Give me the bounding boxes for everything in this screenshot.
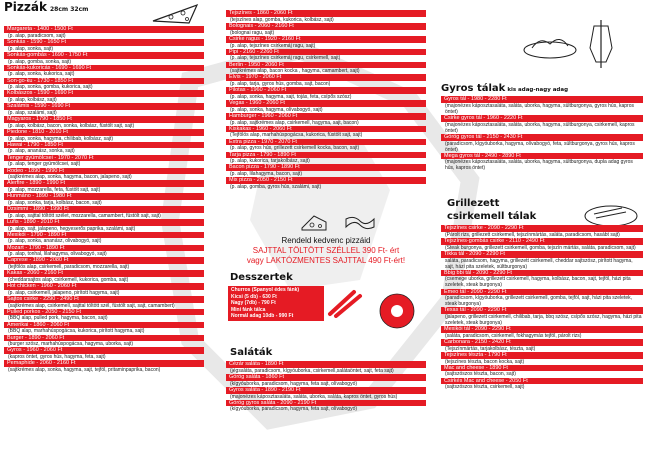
- menu-item-name: Gyros tál - 1980 - 2280 Ft: [441, 96, 643, 103]
- menu-item-name: Margareta - 1400 - 1500 Ft: [4, 26, 204, 33]
- menu-item-desc: (kígyóuborka, paradicsom, hagyma, feta sajt, olívabogyó): [230, 406, 358, 413]
- bacon-icon: [344, 213, 376, 233]
- menu-item-name: Rodeo - 1890 - 1990 Ft: [4, 168, 204, 175]
- menu-item-name: Hot chicken - 1960 - 2060 Ft: [4, 283, 204, 290]
- menu-item-name: Mozart - 1790 - 1890 Ft: [4, 245, 204, 252]
- pizza-section-title: [4, 0, 88, 14]
- menu-item-name: Texas tál - 2090 - 2290 Ft: [441, 307, 643, 314]
- pizza-slice-icon: [149, 1, 201, 25]
- menu-item-desc: (paradicsom, kígyóuborka, hagyma, olívabogyó, feta, sültburgonya, gyros hús, kapros öntet): [445, 140, 635, 153]
- menu-item-name: Hawai - 1790 - 1850 Ft: [4, 142, 204, 149]
- menu-item-desc: (Steak burgonya, grillezett csirkemell, gomba, tejszín mártás, saláta, paradicsom, sajt): [445, 244, 636, 251]
- salads-list: [226, 361, 426, 412]
- menu-item-desc: (p. alap, sonka, ananász, olivabogyó, sajt): [8, 238, 102, 245]
- menu-item-desc: (majonézes káposztasaláta, saláta, uborka, saláta, kapros öntet, gyros hús): [230, 393, 398, 400]
- menu-item-desc: (p. alap, tarja, gyros hús, gomba, sajt, bacon): [230, 81, 331, 88]
- pizza2-list: [226, 10, 426, 190]
- menu-item-name: Tenger gyümölcsei - 1970 - 2070 Ft: [4, 155, 204, 162]
- menu-item-desc: (Tejfölös alap, marhahúspogácsa, kukorica, füstölt sajt, sajt): [230, 132, 363, 139]
- menu-item-desc: (kapros öntet, gyros hús, hagyma, feta, sajt): [8, 353, 106, 360]
- menu-item-name: Tejszínes csirke - 2090 - 2290 Ft: [441, 225, 643, 232]
- menu-item-name: Pulled porkos - 2050 - 2150 Ft: [4, 309, 204, 316]
- grill-section-title: [447, 197, 536, 223]
- menu-item-desc: (tejszínes tészta, bacon kocka, sajt): [445, 358, 525, 365]
- menu-item-desc: (sajtkrémes alap, bacon kocka , hagyma, camambert, sajt): [230, 68, 360, 75]
- menu-item-name: Tarja pizza - 1790 - 1890 Ft: [226, 152, 426, 159]
- grill-list: [441, 225, 643, 390]
- menu-item-name: Dzsimmi - 1890 - 1990 Ft: [4, 206, 204, 213]
- menu-item-name: Alerfire - 1890 - 1990 Ft: [4, 180, 204, 187]
- menu-item-desc: (Párolt rizs, grillezett csirkemell, tejszínmártás, saláta, paradicsom, hasábt sajt): [445, 231, 620, 238]
- menu-item-name: Tejszínes - 1860 - 2060 Ft: [226, 10, 426, 17]
- menu-item-name: Mexikói tál - 2090 - 2290 Ft: [441, 326, 643, 333]
- menu-item-name: Hunmáno - 1890 - 1980 Ft: [4, 193, 204, 200]
- menu-item-name: Mac and cheese - 1890 Ft: [441, 365, 643, 372]
- menu-item-name: Görög gyros tál - 2150 - 2430 Ft: [441, 134, 643, 141]
- menu-item-desc: (p. alap, tejszínes csirkemáj ragu, csirkemell, sajt): [230, 55, 341, 62]
- menu-item-name: Emeo tál - 2090 - 2290 Ft: [441, 289, 643, 296]
- menu-item-desc: (jégsaláta, paradicsom, kígyóuborka, csirkemell,salátaöntet, sajt, feta sajt): [230, 367, 394, 374]
- menu-item-name: Tejszínes-gombás csirke - 2110 - 2490 Ft: [441, 238, 643, 245]
- menu-item-desc: (bolognai ragu, sajt): [230, 29, 275, 36]
- menu-item-desc: (p. alap, kolbász, bacon, sonka, kolbász, füstölt sajt, sajt): [8, 122, 135, 129]
- salads-title: Saláták: [230, 347, 273, 358]
- menu-item-desc: (p. alap, sonka, gomba, kukorica, sajt): [8, 84, 93, 91]
- menu-item-name: Amerikai - 1860 - 2060 Ft: [4, 322, 204, 329]
- menu-item-desc: (p. alap, sonka, hagyma, olívabogyó, sajt): [230, 106, 323, 113]
- menu-item-desc: (p. alap, szalámi, sajt): [8, 109, 57, 116]
- menu-item-desc: (p. alap, sonka, hagyma, sajt, tojás, feta, csípős szósz): [230, 93, 352, 100]
- menu-item-desc: (p. alap, gomba, sonka, sajt): [8, 58, 72, 65]
- menu-item-name: Extra pizza - 1970 - 2070 Ft: [226, 139, 426, 146]
- dessert-item: Kicsi (5 db) - 630 Ft: [231, 293, 277, 300]
- menu-item-desc: (p. alap, gyros hús, grillezett csirkemell kocka, bacon, sajt): [230, 145, 360, 152]
- dessert-item: Normál adag 10db - 990 Ft: [231, 313, 294, 319]
- menu-item-desc: (p. alap, sonka, tarja, kolbász, bacon, sajt): [8, 199, 102, 206]
- menu-item-desc: (p. alap, sonka, hagyma, chilibab, kolbász, sajt): [8, 135, 114, 142]
- menu-item-name: Bolognais - 2060 - 2160 Ft: [226, 23, 426, 30]
- menu-item-name: Vegas - 1960 - 2060 Ft: [226, 100, 426, 107]
- menu-item-name: Görög gyros saláta - 2090 - 2190 Ft: [226, 400, 426, 407]
- menu-item-name: Cézár saláta - 1890 Ft: [226, 361, 426, 368]
- menu-item-desc: (p. alap, kukorica, tarjakolbász, sajt): [230, 158, 310, 165]
- pizza-sizes: 28cm 32cm: [49, 6, 89, 13]
- menu-item-desc: (Tejszínmártás, tarjakolbász, tészta, sajt): [445, 345, 536, 352]
- menu-item-name: Görög saláta - 1860 Ft: [226, 374, 426, 381]
- menu-item-desc: (kígyóuborka, paradicsom, hagyma, feta sajt, olívabogyó): [230, 380, 358, 387]
- menu-item-name: Sonkás - 1590 - 1650 Ft: [4, 39, 204, 46]
- menu-item-desc: (BBQ alap, marhahúspogácsa, kukorica, pirított hagyma, sajt): [8, 328, 145, 335]
- menu-item-desc: (sajtszószos tészta, csirkemell, sajt): [445, 384, 525, 391]
- menu-item-desc: (saláta, paradicsom, csirkemell, fokhagymás tejföl, párolt rizs): [445, 332, 582, 339]
- menu-item-desc: (sajtkrémes alap, sonka, hagyma, bacon, jalapeno, sajt): [8, 174, 132, 181]
- menu-item-desc: (majonézes káposztasaláta, saláta, uborka, hagyma, sültburgonya, dupla adag gyros hús, kapros öntet): [445, 159, 633, 172]
- menu-item-name: Kiskakas - 1960 - 2060 Ft: [226, 126, 426, 133]
- menu-item-name: Lufis - 1890 - 2010 Ft: [4, 219, 204, 226]
- menu-item-desc: (p. alap, sajt, jalapeno, hegyeserős paprika, szalámi, sajt): [8, 225, 136, 232]
- donut-icon: [376, 290, 418, 332]
- pizza-list: [4, 26, 204, 373]
- menu-item-name: Pilotas - 1960 - 2060 Ft: [226, 87, 426, 94]
- menu-item-desc: (p. alap, tejszínes csirkemáj ragu, sajt): [230, 42, 316, 49]
- gyros-plate-icon: [520, 30, 580, 60]
- menu-item-name: Elvis - 1970 - 2060 Ft: [226, 74, 426, 81]
- menu-item-name: Caprese - 1890 - 2080 Ft: [4, 257, 204, 264]
- menu-item-name: Bacon pizza - 1790 - 1890 Ft: [226, 164, 426, 171]
- pizza-title: Pizzák: [4, 0, 47, 14]
- promo-banner: [226, 236, 426, 266]
- menu-item-desc: (sajtszószos tészta, bacon, sajt): [445, 371, 516, 378]
- churros-icon: [326, 288, 366, 318]
- gyros-subtitle: kis adag-nagy adag: [507, 87, 568, 93]
- menu-item-name: Mexikói - 1790 - 1890 Ft: [4, 232, 204, 239]
- desserts-box: [228, 286, 324, 321]
- menu-item-desc: (sajtkrémes alap, sonka, hagyma, sajt, tejföl, pritaminpaprika, bacon): [8, 366, 161, 373]
- menu-item-desc: (burger szósz, marhahúspogácsa, hagyma, uborka, sajt): [8, 341, 134, 348]
- grilled-chicken-plate-icon: [582, 198, 640, 228]
- menu-item-desc: (p. alap, tonhal, lilahagyma, olivabogyó, sajt): [8, 251, 107, 258]
- menu-item-name: Bbig bbi tál - 2090 - 2290 Ft: [441, 270, 643, 277]
- menu-item-name: Mega gyros tál - 2490 - 2890 Ft: [441, 153, 643, 160]
- menu-item-desc: (tejszínes alap, gomba, kukorica, kolbász, sajt): [230, 16, 334, 23]
- menu-item-name: Pipi - 2160 - 2260 Ft: [226, 49, 426, 56]
- menu-item-name: Gyros saláta - 1890 - 2190 Ft: [226, 387, 426, 394]
- menu-item-desc: (p. alap, lilahagyma, bacon, sajt): [230, 170, 302, 177]
- menu-item-desc: (p. alap, sajtkrémes alap, csirkemell, hagyma, sajt, bacon): [230, 119, 359, 126]
- promo-line1: Rendeld kedvenc pizzáid: [281, 236, 371, 245]
- menu-item-desc: (p. alap, paradicsom, sajt): [8, 32, 66, 39]
- menu-item-name: Hamburger - 1960 - 2060 Ft: [226, 113, 426, 120]
- gyros-title: Gyros tálak: [441, 83, 506, 94]
- menu-item-name: Berlin - 1950 - 2060 Ft: [226, 62, 426, 69]
- menu-item-name: Mix pizza - 2050 - 2150 Ft: [226, 177, 426, 184]
- menu-item-name: Son-go-ku - 1730 - 1850 Ft: [4, 78, 204, 85]
- grill-title-line1: Grillezett: [447, 198, 500, 209]
- dessert-item: Churros (Spanyol édes fánk): [231, 287, 300, 293]
- menu-item-name: Tikka tál - 2090 - 2290 Ft: [441, 251, 643, 258]
- gyros-list: [441, 96, 643, 171]
- menu-item-desc: (p. alap, tenger gyümölcsei, sajt): [8, 161, 81, 168]
- menu-item-name: Sonkás-kukoricás - 1690 - 1690 Ft: [4, 65, 204, 72]
- desserts-title: Desszertek: [230, 272, 293, 283]
- menu-item-desc: (p. alap, kolbász, sajt): [8, 97, 57, 104]
- menu-item-desc: (majonézes káposztasaláta, saláta, uborka, hagyma, sültburgonya, csirkemell, kapros öntet): [445, 121, 635, 134]
- menu-item-name: Carbonara - 2150 - 2420 Ft: [441, 339, 643, 346]
- menu-item-desc: (p. alap, csirkemell, jalapeno, pirított hagyma, sajt): [8, 289, 120, 296]
- menu-item-desc: (cheddarsajtos alap, csirkemell, kukorica, gomba, sajt): [8, 276, 129, 283]
- menu-item-name: Kolbászos - 1590 - 1690 Ft: [4, 90, 204, 97]
- menu-item-desc: (p. alap, sonka, kukorica, sajt): [8, 71, 75, 78]
- menu-item-desc: (majonézes káposztasaláta, saláta, uborka, hagyma, sültburgonya, gyros hús, kapros öntet): [445, 102, 634, 115]
- menu-item-name: Csirke gyros tál - 1960 - 2220 Ft: [441, 115, 643, 122]
- menu-item-name: Pemaphide - 2060 - 2160 Ft: [4, 360, 204, 367]
- menu-item-name: Szalámis - 1590 - 1690 Ft: [4, 103, 204, 110]
- dessert-item: Mini fánk tálca: [231, 306, 266, 313]
- promo-line3: vagy LAKTÓZMENTES SAJTTAL 490 Ft-ért!: [246, 256, 406, 265]
- cheese-icon: [300, 212, 328, 232]
- promo-line2: SAJTTAL TÖLTÖTT SZÉLLEL 390 Ft- ért: [252, 246, 400, 255]
- menu-item-name: Sajtos csirke - 2290 - 2490 Ft: [4, 296, 204, 303]
- menu-item-desc: (sajtkrémes alap, csirkemell, sajttal töltött szél, füstölt sajt, sajt, camambert): [8, 302, 175, 309]
- menu-item-desc: (p. alap, ananász, sonka, sajt): [8, 148, 75, 155]
- menu-item-desc: (p. alap, mozzarella, feta, füstölt sajt, sajt): [8, 186, 101, 193]
- menu-item-desc: (BBQ alap, pulled pork, hagyma, bacon, sajt): [8, 315, 108, 322]
- menu-item-desc: (p. alap, sonka, sajt): [8, 45, 54, 52]
- menu-item-name: Csirkés Mac and cheese - 2050 Ft: [441, 378, 643, 385]
- menu-item-desc: saláta, paradicsom, hagyma, grillezett csirkemell, cheddar sajtszósz, pirított hagyma, sajt, házi pita szeletek, sültburgonya): [445, 257, 633, 270]
- dessert-item: Nagy (7db) - 790 Ft: [231, 300, 276, 306]
- menu-item-desc: (p. alap, sajttal töltött szélet, mozzarella, camambert, füstölt sajt, sajt): [8, 212, 161, 219]
- menu-item-name: Burger - 1890 - 2060 Ft: [4, 335, 204, 342]
- menu-item-name: Kakas - 2060 - 2160 Ft: [4, 270, 204, 277]
- menu-item-desc: (csemege uborka, grillezett csirkemell, hagyma, kolbász, bacon, sajt, tejföl, házi pita szeletek, steak burgonya): [445, 276, 631, 289]
- menu-item-name: Piedone - 1810 - 2010 Ft: [4, 129, 204, 136]
- menu-item-name: Csirke ragus - 1920 - 2160 Ft: [226, 36, 426, 43]
- gyros-section-title: [441, 83, 568, 94]
- menu-item-name: Magyaros - 1790 - 1850 Ft: [4, 116, 204, 123]
- menu-item-name: Sonkás-gombás - 1690 - 1750 Ft: [4, 52, 204, 59]
- gyros-spit-icon: [586, 18, 616, 70]
- menu-item-desc: (paradicsom, kígyóuborka, grillezett csirkemell, gomba, tejföl, sajt, házi pita szeletek, steak burgonya): [445, 295, 633, 308]
- grill-title-line2: csirkemell tálak: [447, 211, 537, 222]
- menu-item-desc: (p. alap, gomba, gyros hús, szalámi, sajt): [230, 183, 322, 190]
- menu-item-name: Tejszínes tészta - 1790 Ft: [441, 352, 643, 359]
- menu-item-name: Gyros - 1960 - 2060 Ft: [4, 347, 204, 354]
- menu-item-desc: (jalapeno, grillezett csirkemell, chilibab, tarja, bbq szósz, csípős szósz, hagyma, házi pita szeletek, steak burgonya): [445, 314, 642, 327]
- menu-item-desc: (tejfölös alap, csirkemell, paradicsom, mozzarella, sajt): [8, 264, 130, 271]
